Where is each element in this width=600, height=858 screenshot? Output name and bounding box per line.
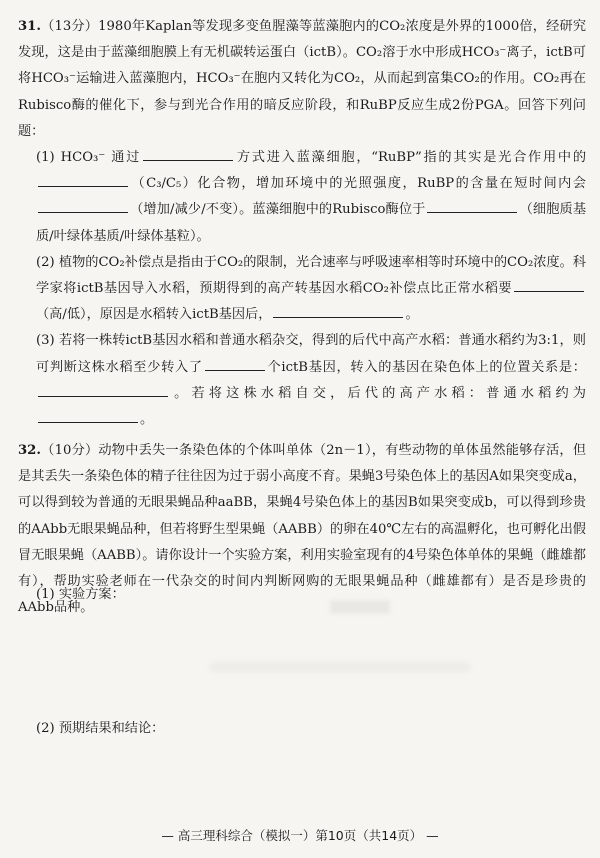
answer-blank[interactable] [38, 408, 138, 423]
text-span: 。 [140, 412, 154, 428]
question-number: 31. [18, 19, 41, 34]
text-span: (2) 植物的CO₂补偿点是指由于CO₂的限制，光合速率与呼吸速率相等时环境中的CO₂浓度。科学家将ictB基因导入水稻，预期得到的高产转基因水稻CO₂补偿点比正常水稻要 [36, 254, 586, 297]
question-score: （13分） [40, 19, 99, 34]
question-score: （10分） [40, 443, 99, 458]
text-span: 动物中丢失一条染色体的个体叫单体（2n－1），有些动物的单体虽然能够存活，但是其丢失一条染色体的精子往往因为过于弱小高度不育。果蝇3号染色体上的基因A如果突变成a，可以得到较为普通的无眼果蝇品种aaBB，果蝇4号染色体上的基因B如果突变成b，可以得到珍贵的AAbb无眼果蝇品种，但若将野生型果蝇（AABB）的卵在40℃左右的高温孵化，也可孵化出假冒无眼果蝇（AABB）。请你设计一个实验方案，利用实验室现有的4号染色体单体的果蝇（雌雄都有），帮助实验老师在一代杂交的时间内判断网购的无眼果蝇品种（雌雄都有）是否是珍贵的AAbb品种。 [18, 443, 587, 616]
answer-blank[interactable] [143, 146, 233, 161]
answer-blank[interactable] [38, 382, 168, 397]
subquestion-experiment-plan: (1) 实验方案： [36, 587, 125, 602]
question-31 [18, 14, 586, 433]
question-number: 32. [18, 443, 41, 458]
text-span: （增加/减少/不变）。蓝藻细胞中的Rubisco酶位于 [130, 202, 426, 218]
text-span: （细胞质基质/叶绿体基质/叶绿体基粒）。 [36, 202, 587, 244]
question-31-intro [18, 14, 586, 145]
question-31-part-1 [18, 145, 586, 250]
text-span: 个ictB基因，转入的基因在染色体上的位置关系是： [266, 359, 586, 375]
text-span: 。 [405, 307, 419, 323]
text-span: (1) HCO₃⁻ 通过 [36, 150, 142, 166]
text-span: 方式进入蓝藻细胞，“RuBP”指的其实是光合作用中的 [235, 150, 587, 166]
text-span: （C₃/C₅）化合物，增加环境中的光照强度，RuBP的含量在短时间内会 [130, 176, 586, 192]
text-span: (3) 若将一株转ictB基因水稻和普通水稻杂交，得到的后代中高产水稻：普通水稻约为3:1，则可判断这株水稻至少转入了 [36, 333, 586, 375]
question-31-stem: 1980年Kaplan等发现多变鱼腥藻等蓝藻胞内的CO₂浓度是外界的1000倍，经研究发现，这是由于蓝藻细胞膜上有无机碳转运蛋白（ictB）。CO₂溶于水中形成HCO₃⁻离子，ictB可将HCO₃⁻运输进入蓝藻胞内，HCO₃⁻在胞内又转化为CO₂，从而起到富集CO₂的作用。CO₂再在Rubisco酶的催化下，参与到光合作用的暗反应阶段，和RuBP反应生成2份PGA。回答下列问题： [18, 19, 586, 139]
subquestion-expected-results: (2) 预期结果和结论： [36, 721, 165, 736]
text-span: 。若将这株水稻自交，后代的高产水稻：普通水稻约为 [170, 385, 586, 401]
bleed-through-mark [210, 662, 470, 672]
answer-blank[interactable] [38, 198, 128, 213]
question-31-part-2 [18, 250, 586, 329]
answer-blank[interactable] [273, 303, 403, 318]
bleed-through-mark [330, 600, 390, 614]
answer-blank[interactable] [427, 198, 517, 213]
answer-blank[interactable] [205, 356, 265, 371]
text-span: （高/低），原因是水稻转入ictB基因后， [36, 307, 272, 323]
page-footer: — 高三理科综合（模拟一）第10页（共14页） — [161, 828, 439, 843]
answer-blank[interactable] [38, 172, 128, 187]
question-31-part-3 [18, 328, 586, 433]
answer-blank[interactable] [514, 277, 584, 292]
